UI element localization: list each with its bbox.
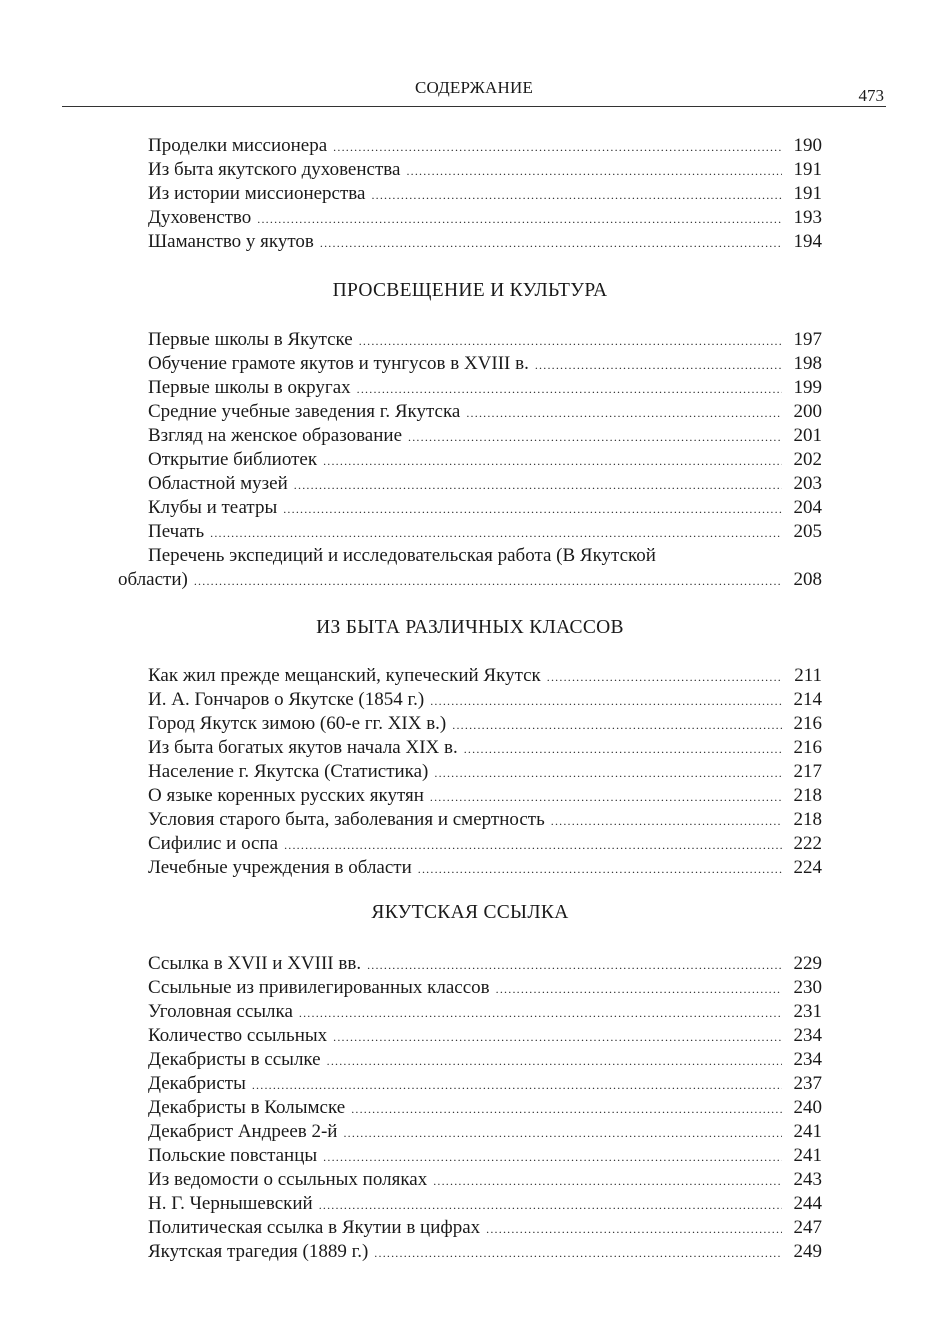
toc-section-exile xyxy=(118,952,822,1264)
entry-title-line-2: области) xyxy=(118,569,188,590)
dot-leader xyxy=(547,665,782,689)
dot-leader xyxy=(323,1145,782,1169)
dot-leader xyxy=(323,449,782,473)
toc-entry[interactable]: Обучение грамоте якутов и тунгусов в XVIII в. ..... 198 xyxy=(118,352,822,376)
dot-leader xyxy=(333,135,782,159)
toc-entry[interactable]: Декабристы в Колымске ..... 240 xyxy=(118,1096,822,1120)
toc-entry[interactable]: Первые школы в Якутске ..... 197 xyxy=(118,328,822,352)
section-heading-wrap xyxy=(118,902,822,924)
toc-entry[interactable]: Печать ..... 205 xyxy=(118,520,822,544)
toc-entry[interactable]: О языке коренных русских якутян ..... 218 xyxy=(118,784,822,808)
toc-entry[interactable]: Открытие библиотек ..... 202 xyxy=(118,448,822,472)
dot-leader xyxy=(283,497,782,521)
dot-leader xyxy=(551,809,782,833)
toc-entry[interactable]: Декабрист Андреев 2-й ..... 241 xyxy=(118,1120,822,1144)
toc-entry[interactable]: И. А. Гончаров о Якутске (1854 г.) ..... 214 xyxy=(118,688,822,712)
page-ref: 217 xyxy=(793,761,822,782)
toc-list xyxy=(118,328,822,593)
toc-entry[interactable]: Из быта богатых якутов начала XIX в. ..... 216 xyxy=(118,736,822,760)
toc-entry[interactable]: Из быта якутского духовенства ..... 191 xyxy=(118,158,822,182)
section-heading-wrap xyxy=(118,280,822,302)
toc-entry[interactable]: Ссыльные из привилегированных классов ..... 230 xyxy=(118,976,822,1000)
dot-leader xyxy=(430,785,782,809)
toc-entry[interactable]: Как жил прежде мещанский, купеческий Якутск ..... 211 xyxy=(118,664,822,688)
page-ref: 244 xyxy=(793,1193,822,1214)
dot-leader xyxy=(367,953,782,977)
dot-leader xyxy=(406,159,782,183)
section-heading: ЯКУТСКАЯ ССЫЛКА xyxy=(371,902,569,923)
toc-entry[interactable]: Проделки миссионера ..... 190 xyxy=(118,134,822,158)
toc-entry[interactable]: Н. Г. Чернышевский ..... 244 xyxy=(118,1192,822,1216)
dot-leader xyxy=(452,713,782,737)
page-ref: 216 xyxy=(793,713,822,734)
dot-leader xyxy=(434,761,782,785)
running-title: СОДЕРЖАНИЕ xyxy=(414,78,534,97)
toc-list xyxy=(118,664,822,880)
dot-leader xyxy=(464,737,782,761)
toc-entry[interactable]: Уголовная ссылка ..... 231 xyxy=(118,1000,822,1024)
page-ref: 203 xyxy=(793,473,822,494)
page-ref: 201 xyxy=(793,425,822,446)
page-ref: 234 xyxy=(793,1049,822,1070)
toc-list xyxy=(118,952,822,1264)
toc-entry[interactable]: Клубы и театры ..... 204 xyxy=(118,496,822,520)
dot-leader xyxy=(257,207,782,231)
page-ref: 241 xyxy=(793,1121,822,1142)
page-ref: 222 xyxy=(793,833,822,854)
toc-entry[interactable]: Духовенство ..... 193 xyxy=(118,206,822,230)
page-ref: 202 xyxy=(793,449,822,470)
page-ref: 231 xyxy=(793,1001,822,1022)
toc-list xyxy=(118,134,822,254)
page-ref: 243 xyxy=(793,1169,822,1190)
page-ref: 205 xyxy=(793,521,822,542)
dot-leader xyxy=(319,1193,782,1217)
dot-leader xyxy=(535,353,782,377)
toc-entry[interactable]: Условия старого быта, заболевания и смертность ..... 218 xyxy=(118,808,822,832)
page-ref: 247 xyxy=(793,1217,822,1238)
page-ref: 211 xyxy=(794,665,822,686)
dot-leader xyxy=(327,1049,782,1073)
toc-entry[interactable]: Ссылка в XVII и XVIII вв. ..... 229 xyxy=(118,952,822,976)
dot-leader xyxy=(294,473,782,497)
page-ref: 191 xyxy=(793,159,822,180)
page-ref: 241 xyxy=(793,1145,822,1166)
page-ref: 198 xyxy=(793,353,822,374)
entry-title-line-1: Перечень экспедиций и исследовательская работа (В Якутской xyxy=(148,545,656,566)
page-ref: 218 xyxy=(793,809,822,830)
toc-entry[interactable]: Из истории миссионерства ..... 191 xyxy=(118,182,822,206)
dot-leader xyxy=(496,977,782,1001)
header-rule xyxy=(62,106,886,107)
toc-entry[interactable]: Сифилис и оспа ..... 222 xyxy=(118,832,822,856)
page-ref: 191 xyxy=(793,183,822,204)
page-ref: 249 xyxy=(793,1241,822,1262)
page-ref: 214 xyxy=(793,689,822,710)
dot-leader xyxy=(418,857,782,881)
toc-entry[interactable]: Из ведомости о ссыльных поляках ..... 243 xyxy=(118,1168,822,1192)
toc-entry[interactable]: Население г. Якутска (Статистика) ..... 217 xyxy=(118,760,822,784)
section-heading-wrap xyxy=(118,617,822,639)
dot-leader xyxy=(486,1217,782,1241)
toc-entry-multiline[interactable] xyxy=(118,544,822,593)
dot-leader xyxy=(333,1025,782,1049)
toc-section-education xyxy=(118,328,822,593)
toc-entry[interactable]: Взгляд на женское образование ..... 201 xyxy=(118,424,822,448)
dot-leader xyxy=(299,1001,782,1025)
toc-entry[interactable]: Польские повстанцы ..... 241 xyxy=(118,1144,822,1168)
page-ref: 218 xyxy=(793,785,822,806)
dot-leader xyxy=(466,401,782,425)
page-number: 473 xyxy=(858,86,884,105)
dot-leader xyxy=(359,329,782,353)
dot-leader xyxy=(194,569,782,593)
section-heading: ИЗ БЫТА РАЗЛИЧНЫХ КЛАССОВ xyxy=(316,617,624,638)
toc-entry[interactable]: Якутская трагедия (1889 г.) ..... 249 xyxy=(118,1240,822,1264)
page-ref: 208 xyxy=(793,569,822,590)
toc-entry[interactable]: Областной музей ..... 203 xyxy=(118,472,822,496)
toc-entry[interactable]: Лечебные учреждения в области ..... 224 xyxy=(118,856,822,880)
page-ref: 229 xyxy=(793,953,822,974)
dot-leader xyxy=(210,521,782,545)
dot-leader xyxy=(252,1073,782,1097)
toc-entry[interactable]: Средние учебные заведения г. Якутска ..... 200 xyxy=(118,400,822,424)
toc-entry[interactable]: Город Якутск зимою (60-е гг. XIX в.) ..... 216 xyxy=(118,712,822,736)
dot-leader xyxy=(320,231,782,255)
toc-entry[interactable]: Шаманство у якутов ..... 194 xyxy=(118,230,822,254)
toc-entry[interactable]: Количество ссыльных ..... 234 xyxy=(118,1024,822,1048)
dot-leader xyxy=(371,183,782,207)
dot-leader xyxy=(357,377,782,401)
page-ref: 237 xyxy=(793,1073,822,1094)
dot-leader xyxy=(430,689,782,713)
page-ref: 197 xyxy=(793,329,822,350)
page-ref: 200 xyxy=(793,401,822,422)
dot-leader xyxy=(408,425,782,449)
toc-entry[interactable]: Первые школы в округах ..... 199 xyxy=(118,376,822,400)
page-ref: 240 xyxy=(793,1097,822,1118)
page-ref: 204 xyxy=(793,497,822,518)
page-ref: 234 xyxy=(793,1025,822,1046)
running-head xyxy=(62,78,886,108)
page-ref: 199 xyxy=(793,377,822,398)
toc-section-classes xyxy=(118,664,822,880)
dot-leader xyxy=(284,833,782,857)
page-ref: 193 xyxy=(793,207,822,228)
page-ref: 194 xyxy=(793,231,822,252)
page-ref: 224 xyxy=(793,857,822,878)
toc-entry[interactable]: Политическая ссылка в Якутии в цифрах ..... 247 xyxy=(118,1216,822,1240)
dot-leader xyxy=(433,1169,782,1193)
page-ref: 216 xyxy=(793,737,822,758)
dot-leader xyxy=(343,1121,782,1145)
dot-leader xyxy=(351,1097,782,1121)
dot-leader xyxy=(374,1241,782,1265)
page-ref: 230 xyxy=(793,977,822,998)
section-heading: ПРОСВЕЩЕНИЕ И КУЛЬТУРА xyxy=(332,280,608,301)
toc-entry[interactable]: Декабристы ..... 237 xyxy=(118,1072,822,1096)
toc-entry[interactable]: Декабристы в ссылке ..... 234 xyxy=(118,1048,822,1072)
page-ref: 190 xyxy=(793,135,822,156)
toc-section-continuation xyxy=(118,134,822,254)
